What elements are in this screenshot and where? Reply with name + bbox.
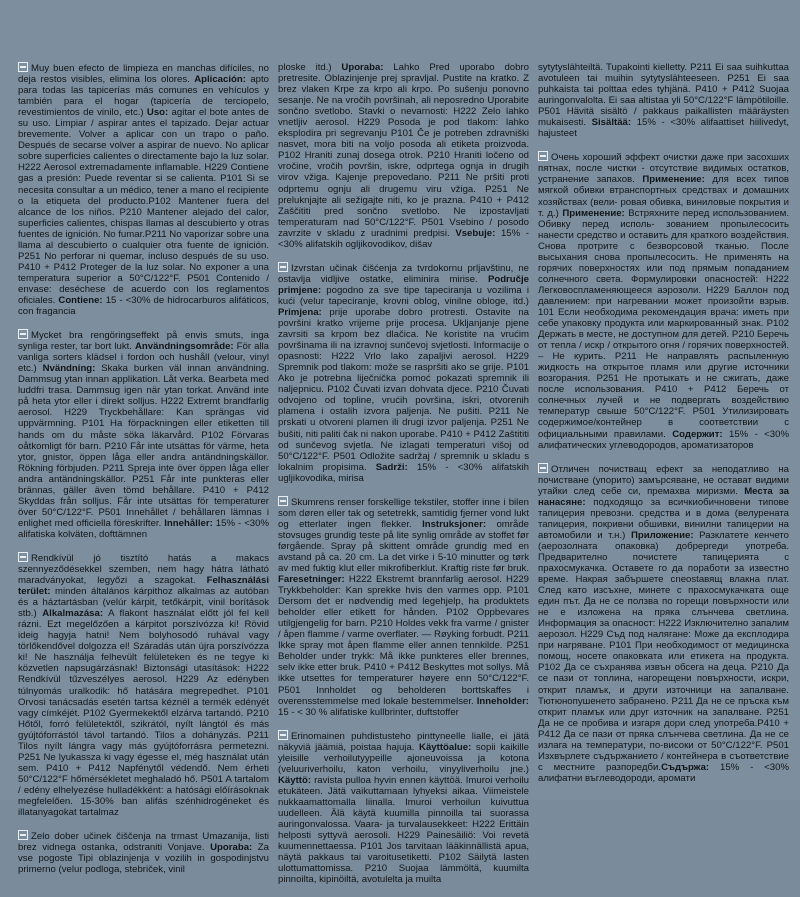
section-keyword: Contiene: (58, 294, 103, 306)
section-keyword: Primjena: (278, 306, 322, 318)
paragraph-fi-continued (538, 62, 789, 139)
section-keyword: Nvändning: (42, 363, 96, 375)
paragraph-text: Muy buen efecto de limpieza en manchas difíciles, no deja restos visibles, elimina los olores. Aplicación: apto para todas las tapicerías más comunes en vehículos y también para el hogar (tapicería de terciopelo, revestimientos de vinilo, etc.) Uso: agitar el bote antes de su uso. Limpiar / aspirar antes el tapizado. Dejar actuar brevemente. Volver a aplicar con un trapo o paño. Después de secarse volver a aspirar de nuevo. No aplicar sobre superficies calientes o directamente bajo la luz solar. H222 Aerosol extremadamente inflamable. H229 Contiene gas a presión: Puede reventar si se calienta. P101 Si se necesita consultar a un médico, tener a mano el recipiente o la etiqueta del producto.P102 Mantener fuera del alcance de los niños. P210 Mantener alejado del calor, superficies calientes, chispas llamas al descubierto y otras fuentes de ignición. No fumar.P211 No vaporizar sobre una llama al descubierto o cualquier otra fuente de ignición. P251 No perforar ni quemar, incluso después de su uso. P410 + P412 Proteger de la luz solar. No exponer a una temperatura superior a 50°C/122°F. P501 Contenido / envase: deséchese de acuerdo con los reglamentos oficiales. Contiene: 15 - <30% de hidrocarburos alifáticos, con fragancia (18, 63, 270, 318)
section-keyword: Uporaba: (210, 842, 253, 854)
flag-icon (18, 62, 28, 72)
section-keyword: Применение: (562, 207, 625, 219)
section-keyword: Inneholder: (476, 695, 529, 707)
section-keyword: Aplicación: (194, 74, 246, 86)
section-keyword: Felhasználási terület: (18, 575, 269, 598)
section-keyword: Käyttöalue: (419, 741, 472, 753)
paragraph-text: Skumrens renser forskellige tekstiler, stoffer inne i bilen som døren eller tak og setetrekk, samtidig fjerner vond lukt og etterlater ingen flekker. Instruksjoner: område stovsuges grundig teste på lite synlig område av stoffet før førgående. Spray på skittent område grundig med en avstand på ca. 20 cm. La det virke i 5-10 minutter og tørk av med fuktig klut eller mikrofiberklut. Kraftig riste før bruk. Faresetninger: H222 Ekstremt brannfarlig aerosol. H229 Trykkbeholder: Kan sprekke hvis den varmes opp. P101 Dersom det er nødvendig med legehjelp, ha produktets beholder eller etikett for hånden. P102 Oppbevares utilgjengelig for barn. P210 Holdes vekk fra varme / gnister / åpen flamme / varme overflater. — Røyking forbudt. P211 Ikke spray mot åpen flamme eller annen tennkilde. P251 Beholder under trykk: Må ikke punkteres eller brennes, selv ikke etter bruk. P410 + P412 Beskyttes mot sollys. Må ikke utsettes for temperaturer høyere enn 50°C/122°F. P501 Innholdet og beholderen borttskaffes i overensstemmelse med lokale bestemmelser. Inneholder: 15 - < 30 % alifatiske kullbrinter, duftstoffer (278, 496, 529, 718)
paragraph-text: Izvrstan učinak čišćenja za tvrdokornu prljavštinu, ne ostavlja vidljive ostatke, eliminira mirise. Područje primjene: pogodno za sve tipe tapeciranja u vozilima i kući (velur tapeciranje, krovni oblog, vinilne obloge, itd.) Primjena: prije uporabe dobro protresti. Ostavite na površini kratko vrijeme prije procesa. Ukljanjanje pjene zavrsiti sa krpom bez dlačica. Ne koristite na vrućim površinama ili na izravnoj sunčevoj svjetlosti. Informacije o opasnosti: H222 Vrlo lako zapaljivi aerosol. H229 Spremnik pod tlakom: može se raspršiti ako se grije. P101 Ako je potrebna liječnička pomoć pokazati spremnik ili naljepnicu. P102 Čuvati izvan dohvata djece. P210 Čuvati odvojeno od topline, vrućih površina, iskri, otvorenih plamena i ostalih izvora paljenja. Ne pušiti. P211 Ne prskati u otvoreni plamen ili drugi izvor paljenja. P251 Ne bušiti, niti paliti čak ni nakon uporabe. P410 + P412 Zaštititi od sunčevog svjetla. Ne izlagati temperaturi višoj od 50°C/122°F. P501 Odložite sadržaj / spremnik u skladu s lokalnim propisima. Sadrži: 15% - <30% alifatskih ugljikovodika, mirisa (278, 262, 529, 484)
paragraph-text: Отличен почистващ ефект за неподатливо на почистване (упорито) замърсяване, не остават видими утайки след себе си, премахва миризми. Места за нанасяне: подходящо за всичкиобичновени типове тапицерия превозни. средства и в дома (велурената тапицерия, покривни обшивки, винилни тапицерии на автомобили и т.н.) Приложение: Разклатете кенчето (аерозолната опаковка) добреpreди употреба. Предварително почистете тапицерията с прахосмукачка. Оставете го да поработи за известно време. Накрая забършете сneostaвящ влакна плат. След като изсъхне, минете с прахосмукачката още един път. Да не се ползва по горещи повърхности или не е изложена на пряка слънчева светлина. Информация за опасност: H222 Изключително запалим аерозол. H229 Съд под налягане: Може да експлодира при нагряване. P101 При необходимост от медицинска помощ, носете опаковката или етикета на продукта. P102 Да се съхранява извън обсега на деца. P210 Да се пази от топлина, нагорещени повърхности, искри, открит пламък, и други източници на запалване. Тютюнопушенето забранено. P211 Да не се пръска към открит пламък или друг източник на запалване. P251 Да не се пробива и изгаря дори след употреба.P410 + P412 Да се пази от пряка слънчева светлина. Да не се излага на температури, по-високи от 50°C/122°F. P501 Изхвърлете съдържанието / контейнера в съответствие с местните разпоредби.Съдържа: 15% - <30% алифатни въглеводороди, аромати (538, 463, 789, 784)
section-keyword: Места за нанасяне: (538, 485, 789, 508)
flag-icon (18, 329, 28, 339)
paragraph-bg (538, 463, 789, 784)
paragraph-da (278, 496, 529, 718)
section-keyword: Содержит: (672, 428, 723, 440)
section-keyword: Vsebuje: (455, 227, 496, 239)
text-column-2 (278, 62, 529, 897)
section-keyword: Innehåller: (164, 517, 213, 529)
paragraph-text: sytytyslähteiltä. Tupakointi kielletty. P211 Ei saa suihkuttaa avotuleen tai muihin sytytyslähteeseen. P251 Ei saa puhkaista tai polttaa edes tyhjänä. P410 + P412 Suojaa auringonvalolta. Ei saa altistaa yli 50°C/122°F lämpötiloille. P501 Hävitä sisältö / pakkaus paikallisten määräysten mukaisesti. Sisältää: 15% - <30% alifaattiset hiilivedyt, hajusteet (538, 62, 789, 140)
flag-icon (18, 830, 28, 840)
flag-icon (278, 496, 288, 506)
paragraph-text: ploske itd.) Uporaba: Lahko Pred uporabo dobro pretresite. Oblazinjenje prej spravljal. Pustite na kratko. Z brez vlaken Krpe za krpo ali krpo. Po sušenju ponovno sesanje. Ne na vročih površinah, ali neposredno Uporabite sončno svetlobo. Stavki o nevarnosti: H222 Zelo lahko vnetljiv aerosol. H229 Posoda je pod tlakom: lahko eksplodira pri segrevanju P101 Če je potreben zdravniški nasvet, mora biti na voljo posoda ali etiketa proizvoda. P102 Hraniti zunaj dosega otrok. P210 Hraniti ločeno od vročine, vročih površin, iskre, odprtega ognja in drugih virov vžiga. Kajenje prepovedano. P211 Ne pršiti proti odprtemu ognju ali drugemu viru vžiga. P251 Ne preluknjajte ali sežigajte niti, ko je prazna. P410 + P412 Zaščititi pred sončno svetlobo. Ne izpostavljati temperaturam nad 50°C/122°F. P501 Vsebino / posodo zavrzite v skladu z uradnimi predpisi. Vsebuje: 15% - <30% alifatskih ogljikovodikov, dišav (278, 62, 530, 250)
section-keyword: Применение: (642, 174, 705, 186)
section-keyword: Područje primjene: (278, 273, 529, 296)
paragraph-text: Rendkívül jó tisztító hatás a makacs szennyeződésekkel szemben, nem hagy hátra látható maradványokat, legyőzi a szagokat. Felhasználási terület: minden általános kárpithoz alkalmas az autóban és a háztartásban (velúr kárpit, tetőkárpit, vinil borítások stb.) Alkalmazása: A flakont használat előtt jól fel kell rázni. Ezt megelőzően a kárpitot porszívózza ki! Rövid ideig hagyja hatni! Nem bolyhosodó ruhával vagy törlőkendővel dolgozza el! Száradás után újra porszívózza ki! Ne használja felhevült felületeken és ne tegye ki közvetlen napsugárzásnak! Biztonsági utasítások: H222 Rendkívül tűzveszélyes aerosol. H229 Az edényben túlnyomás uralkodik: hő hatására megrepedhet. P101 Orvosi tanácsadás esetén tartsa kéznél a termék edényét vagy címkéjét. P102 Gyermekektől elzárva tartandó. P210 Hőtől, forró felületektől, szikrától, nyílt lángtól és más gyújtóforrástól távol tartandó. Tilos a dohányzás. P211 Tilos nyílt lángra vagy más gyújtóforrásra permetezni. P251 Ne lyukassza ki vagy égesse el, még használat után sem. P410 + P412 Napfénytől védendő. Nem érheti 50°C/122°F hőmérsékletet meghaladó hő. P501 A tartalom / edény elhelyezése hulladékként: a hatósági előírásoknak megfelelően. 15-30% ban alifás szénhidrogéneket és illatanyagokat tartalmaz (18, 552, 269, 819)
paragraph-text: Zelo dober učinek čiščenja na trmast Umazanija, listi brez vidnega ostanka, odstraniti Vonjave. Uporaba: Za vse pogoste Tipi oblazinjenja v vozilih in gospodinjstvu primerno (velur podloga, stebriček, vinil (18, 831, 269, 876)
flag-icon (278, 262, 288, 272)
paragraph-sv (18, 329, 269, 540)
paragraph-sl (18, 830, 269, 875)
section-keyword: Sadrži: (375, 461, 408, 473)
section-keyword: Съдържа: (661, 761, 710, 773)
paragraph-fi (278, 730, 529, 886)
section-keyword: Uso: (146, 107, 169, 119)
section-keyword: Uporaba: (341, 62, 384, 73)
paragraph-text: Очень хороший эффект очистки даже при засохших пятнах, после чистки - отсутствие видимых остатков, устранение запахов. Применение: для всех типов мягкой обивки втранспортных средствах и домашних хозяйствах (вели- ровая обивка, виниловые покрытия и т. д.) Применение: Встряхните перед использованием. Обивку перед исполь- зованием пропылесосить нанести средство и оставить для краткого воздействия. Снова протрите с безворсовой тканью. После высыхания снова пропылесосить. Не применять на горячих поверхностях или под прямым попаданием солнечного света. Формулировки опасностей: H222 Легковоспламеняющееся аэрозоли. H229 Баллон под давлением: при нагревании может произойти взрыв. 101 Если необходима рекомендация врача: иметь при себе упаковку продукта или маркированный знак. P102 Держать в месте, не доступном для детей. P210 Беречь от тепла / искр / открытого огня / горячих поверхностей. – Не курить. P211 Не направлять распыленную жидкость на открытое пламя или другие источники возгорания. P251 Не протыкать и не сжигать, даже после использования. P410 + P412 Беречь от солнечных лучей и не подвергать воздействию температур свыше 50°C/122°F. P501 Утилизировать содержимое/контейнер в соответствии с официальными правилами. Содержит: 15% - <30% алифатических углеводородов, ароматизаторов (538, 152, 790, 451)
flag-icon (278, 730, 288, 740)
paragraph-sl-continued (278, 62, 529, 250)
flag-icon (18, 552, 28, 562)
flag-icon (538, 463, 548, 473)
section-keyword: Användningsområde: (135, 341, 234, 353)
paragraph-hr (278, 262, 529, 484)
text-column-3 (538, 62, 789, 796)
section-keyword: Käyttö: (278, 774, 312, 786)
paragraph-text: Mycket bra rengöringseffekt på envis smuts, inga synliga rester, tar bort lukt. Användningsområde: För alla vanliga sorters klädsel i fordon och hushåll (velour, vinyl etc.) Nvändning: Skaka burken väl innan användning. Dammsug ytan innan applikation. Låt verka. Bearbeta med luddfri trasa. Dammsug igen när ytan torkat. Använd inte på heta ytor eller i direkt solljus. H222 Extremt brandfarlig aerosol. H229 Tryckbehållare: Kan sprängas vid uppvärmning. P101 Ha förpackningen eller etiketten till hands om du måste söka läkarvård. P102 Förvaras oåtkomligt för barn. P210 Får inte utsättas för värme, heta ytor, gnistor, öppen låga eller andra antändningskällor. Rökning förbjuden. P211 Spreja inte över öppen låga eller andra antändningskällor. P251 Får inte punkteras eller brännas, gäller även tömd behållare. P410 + P412 Skyddas från solljus. Får inte utsättas för temperaturer över 50°C/122°F. P501 Innehållet / behållaren lämnas i enlighet med officiella föreskrifter. Innehåller: 15% - <30% alifatiska kolväten, dofttämnen (18, 330, 270, 540)
section-keyword: Instruksjoner: (422, 518, 487, 530)
paragraph-text: Erinomainen puhdistusteho pinttyneelle lialle, ei jätä näkyviä jäämiä, poistaa hajuja. Käyttöalue: sopii kaikille yleisille verhoilutyypeille ajoneuvoissa ja kotona (veluuriverhoilu, katon verhoilu, vinyyliverhoilu jne.) Käyttö: ravista pulloa hyvin ennen käyttöä. Imuroi verhoilu etukäteen. Jätä vaikuttamaan lyhyeksi aikaa. Viimeistele nukkaamattomalla liinalla. Imuroi verhoilun kuivuttua uudelleen. Älä käytä kuumilla pinnoilla tai suorassa auringonvalossa. Vaara- ja turvalausekkeet: H222 Erittäin helposti syttyvä aerosoli. H229 Painesäiliö: Voi revetä kuumennettaessa. P101 Jos tarvitaan lääkinnällistä apua, näytä pakkaus tai varoitusetiketti. P102 Säilytä lasten ulottumattomissa. P210 Suojaa lämmöltä, kuumilta pinnoilta, kipinöiltä, avotulelta ja muilta (278, 730, 530, 886)
section-keyword: Приложение: (630, 529, 694, 541)
paragraph-hu (18, 552, 269, 818)
paragraph-es (18, 62, 269, 317)
section-keyword: Sisältää: (591, 117, 632, 129)
section-keyword: Faresetninger: (278, 574, 345, 586)
text-column-1 (18, 62, 269, 887)
paragraph-ru (538, 151, 789, 450)
flag-icon (538, 151, 548, 161)
section-keyword: Alkalmazása: (42, 608, 104, 620)
